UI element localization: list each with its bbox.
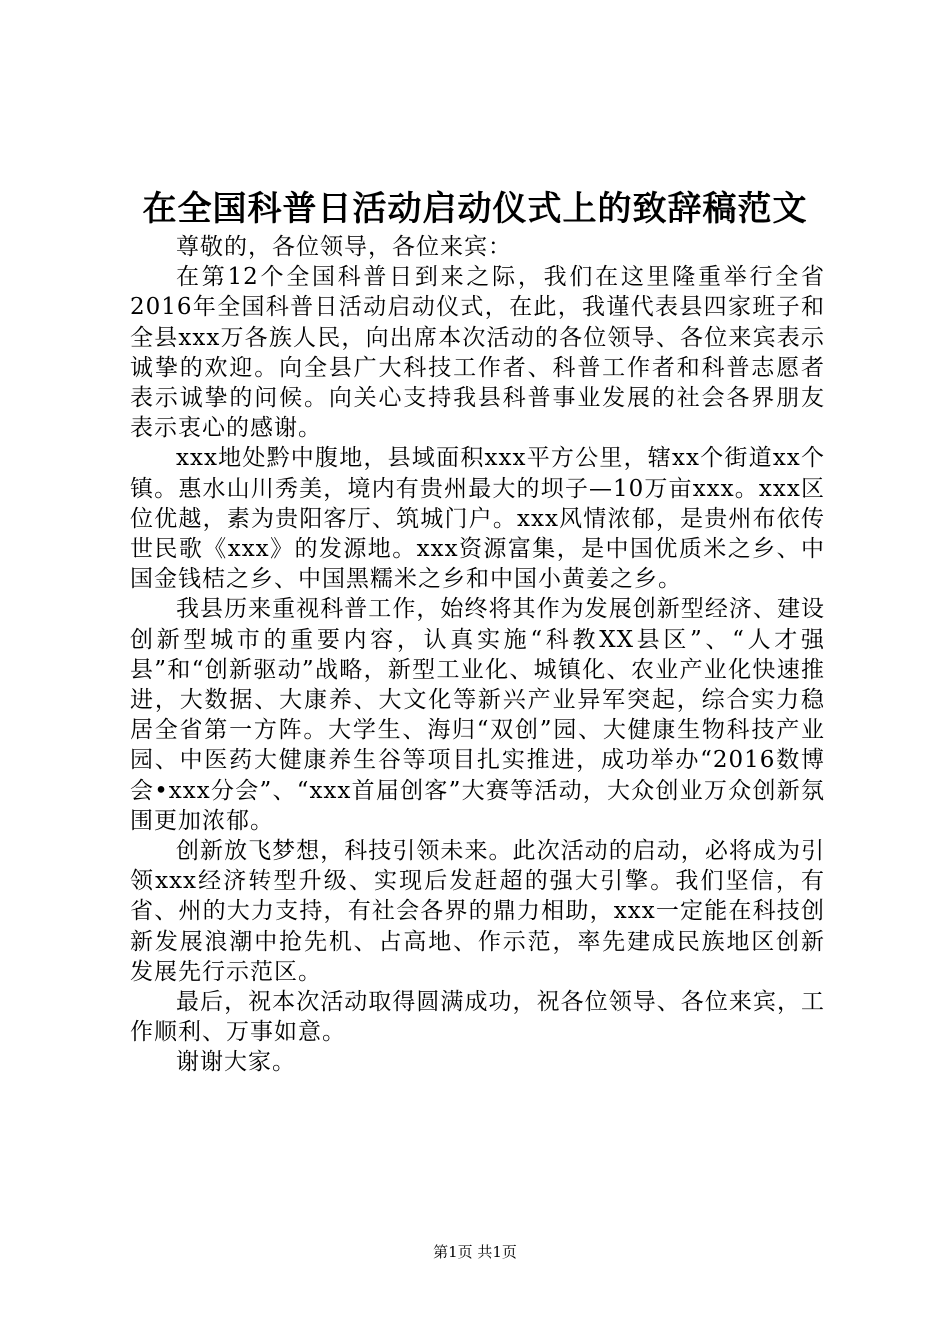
closing-wishes-paragraph: 最后，祝本次活动取得圆满成功，祝各位领导、各位来宾，工作顺利、万事如意。 (130, 989, 825, 1046)
document-title: 在全国科普日活动启动仪式上的致辞稿范文 (142, 189, 808, 229)
thanks-paragraph: 谢谢大家。 (176, 1049, 296, 1076)
county-intro-paragraph: xxx地处黔中腹地，县域面积xxx平方公里，辖xx个街道xx个镇。惠水山川秀美，境内有贵州最大的坝子—10万亩xxx。xxx区位优越，素为贵阳客厅、筑城门户。xxx风情浓郁，是贵州布依传世民歌《xxx》的发源地。xxx资源富集，是中国优质米之乡、中国金钱桔之乡、中国黑糯米之乡和中国小黄姜之乡。 (130, 445, 825, 593)
document-body (130, 232, 825, 1078)
science-work-paragraph: 我县历来重视科普工作，始终将其作为发展创新型经济、建设创新型城市的重要内容，认真实施“科教XX县区”、“人才强县”和“创新驱动”战略，新型工业化、城镇化、农业产业化快速推进，大数据、大康养、大文化等新兴产业异军突起，综合实力稳居全省第一方阵。大学生、海归“双创”园、大健康生物科技产业园、中医药大健康养生谷等项目扎实推进，成功举办“2016数博会•xxx分会”、“xxx首届创客”大赛等活动，大众创业万众创新氛围更加浓郁。 (130, 596, 825, 834)
innovation-paragraph: 创新放飞梦想，科技引领未来。此次活动的启动，必将成为引领xxx经济转型升级、实现后发赶超的强大引擎。我们坚信，有省、州的大力支持，有社会各界的鼎力相助，xxx一定能在科技创新发展浪潮中抢先机、占高地、作示范，率先建成民族地区创新发展先行示范区。 (130, 838, 825, 985)
page-number-footer: 第1页 共1页 (433, 1243, 517, 1261)
salutation-paragraph: 尊敬的，各位领导，各位来宾： (176, 234, 512, 260)
opening-paragraph: 在第12个全国科普日到来之际，我们在这里隆重举行全省2016年全国科普日活动启动仪式，在此，我谨代表县四家班子和全县xxx万各族人民，向出席本次活动的各位领导、各位来宾表示诚挚的欢迎。向全县广大科技工作者、科普工作者和科普志愿者表示诚挚的问候。向关心支持我县科普事业发展的社会各界朋友表示衷心的感谢。 (130, 264, 825, 442)
